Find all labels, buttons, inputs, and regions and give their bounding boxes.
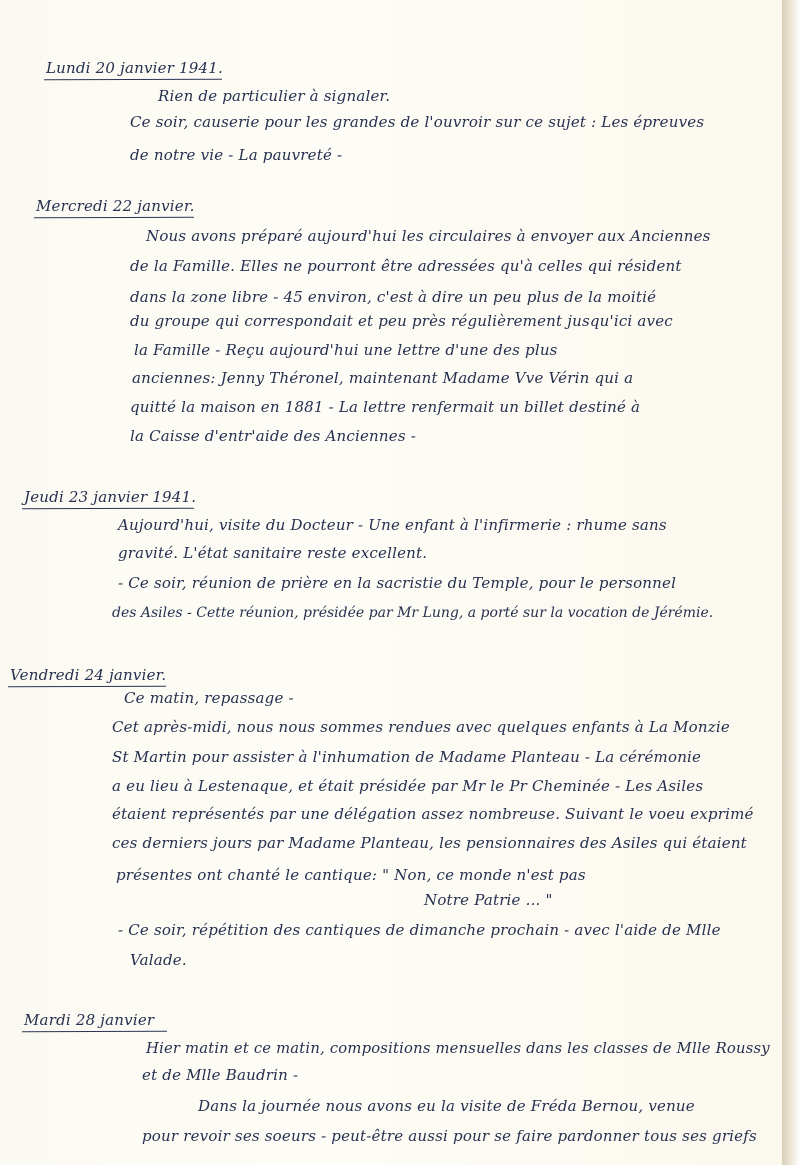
entry-date: Mardi 28 janvier xyxy=(24,1011,155,1029)
entry-line: Notre Patrie ... " xyxy=(424,891,553,909)
entry-line: - Ce soir, répétition des cantiques de dimanche prochain - avec l'aide de Mlle xyxy=(118,921,721,939)
date-underline xyxy=(34,217,194,219)
entry-line: de notre vie - La pauvreté - xyxy=(130,146,343,164)
entry-line: pour revoir ses soeurs - peut-être aussi pour se faire pardonner tous ses griefs xyxy=(142,1127,757,1145)
entry-line: a eu lieu à Lestenaque, et était présidée par Mr le Pr Cheminée - Les Asiles xyxy=(112,777,704,795)
entry-line: ces derniers jours par Madame Planteau, les pensionnaires des Asiles qui étaient xyxy=(112,834,747,852)
entry-line: Ce soir, causerie pour les grandes de l'ouvroir sur ce sujet : Les épreuves xyxy=(130,113,705,131)
entry-line: des Asiles - Cette réunion, présidée par Mr Lung, a porté sur la vocation de Jérémie. xyxy=(112,605,714,621)
entry-line: du groupe qui correspondait et peu près régulièrement jusqu'ici avec xyxy=(130,312,673,330)
entry-line: et de Mlle Baudrin - xyxy=(142,1066,299,1084)
entry-line: la Famille - Reçu aujourd'hui une lettre d'une des plus xyxy=(134,341,558,359)
entry-line: - Ce soir, réunion de prière en la sacristie du Temple, pour le personnel xyxy=(118,574,677,592)
entry-line: Hier matin et ce matin, compositions mensuelles dans les classes de Mlle Roussy xyxy=(146,1039,770,1057)
page-edge xyxy=(782,0,800,1165)
date-underline xyxy=(44,79,222,81)
date-underline xyxy=(22,508,194,510)
entry-line: Aujourd'hui, visite du Docteur - Une enfant à l'infirmerie : rhume sans xyxy=(118,516,667,534)
entry-line: Dans la journée nous avons eu la visite de Fréda Bernou, venue xyxy=(198,1097,695,1115)
entry-line: Cet après-midi, nous nous sommes rendues avec quelques enfants à La Monzie xyxy=(112,718,730,736)
entry-date: Lundi 20 janvier 1941. xyxy=(46,59,223,77)
entry-line: Valade. xyxy=(130,951,187,969)
entry-line: gravité. L'état sanitaire reste excellent. xyxy=(118,544,428,562)
entry-line: St Martin pour assister à l'inhumation de Madame Planteau - La cérémonie xyxy=(112,748,702,766)
entry-line: Ce matin, repassage - xyxy=(124,689,294,707)
entry-line: étaient représentés par une délégation assez nombreuse. Suivant le voeu exprimé xyxy=(112,805,754,823)
entry-date: Jeudi 23 janvier 1941. xyxy=(24,488,197,506)
entry-line: de la Famille. Elles ne pourront être adressées qu'à celles qui résident xyxy=(130,257,682,275)
entry-date: Mercredi 22 janvier. xyxy=(36,197,195,215)
entry-line: Rien de particulier à signaler. xyxy=(158,87,391,105)
entry-line: Nous avons préparé aujourd'hui les circulaires à envoyer aux Anciennes xyxy=(146,227,711,245)
entry-date: Vendredi 24 janvier. xyxy=(10,666,167,684)
entry-line: dans la zone libre - 45 environ, c'est à dire un peu plus de la moitié xyxy=(130,288,657,306)
entry-line: quitté la maison en 1881 - La lettre renfermait un billet destiné à xyxy=(130,398,641,416)
date-underline xyxy=(22,1031,167,1033)
entry-line: la Caisse d'entr'aide des Anciennes - xyxy=(130,427,416,445)
entry-line: anciennes: Jenny Théronel, maintenant Madame Vve Vérin qui a xyxy=(132,369,634,387)
entry-line: présentes ont chanté le cantique: " Non, ce monde n'est pas xyxy=(116,866,586,884)
